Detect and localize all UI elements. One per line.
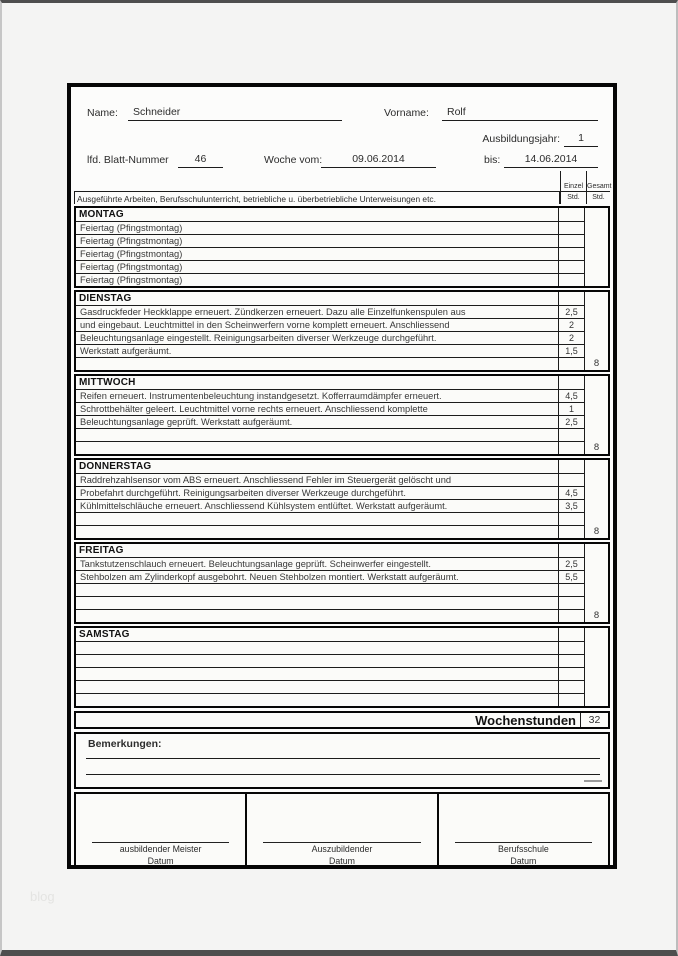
work-entry-row	[76, 305, 584, 318]
work-entry-hours: 3,5	[558, 500, 584, 512]
ausbildungsjahr-label: Ausbildungsjahr:	[482, 133, 560, 145]
day-header-row	[76, 292, 584, 305]
day-name: MITTWOCH	[79, 377, 136, 388]
einzel-std-label: Std.	[567, 194, 580, 201]
work-entry-text	[76, 597, 558, 609]
work-entry-row	[76, 654, 584, 667]
work-entry-row	[76, 402, 584, 415]
work-entry-text: Feiertag (Pfingstmontag)	[80, 249, 183, 259]
day-header-row	[76, 208, 584, 221]
work-entry-row	[76, 525, 584, 538]
day-header-row	[76, 376, 584, 389]
wochenstunden-row	[74, 711, 610, 729]
table-head-main	[74, 171, 560, 204]
wochenstunden-label: Wochenstunden	[475, 713, 576, 728]
day-rows	[76, 221, 584, 286]
work-entry-text: Gasdruckfeder Heckklappe erneuert. Zündkerzen erneuert. Dazu alle Einzelfunkenspulen aus	[80, 307, 466, 317]
day-main	[76, 460, 584, 538]
day-name: FREITAG	[79, 545, 124, 556]
day-name: SAMSTAG	[79, 629, 130, 640]
work-entry-row	[76, 693, 584, 706]
day-gesamt-cell	[584, 208, 608, 286]
gesamt-label: Gesamt	[587, 182, 610, 193]
signature-role-label: Auszubildender	[311, 844, 373, 854]
work-entry-text: Raddrehzahlsensor vom ABS erneuert. Anschliessend Fehler im Steuergerät gelöscht und	[80, 475, 452, 485]
work-entry-text	[76, 526, 558, 538]
work-entry-hours: 2	[558, 332, 584, 344]
day-header-einzel-cell	[558, 460, 584, 473]
form-header-fields	[74, 87, 610, 171]
day-rows	[76, 557, 584, 622]
work-entry-hours	[558, 681, 584, 693]
work-entry-text: Schrottbehälter geleert. Leuchtmittel vorne rechts erneuert. Anschliessend komplette	[80, 404, 428, 414]
day-block	[74, 206, 610, 288]
work-entry-hours	[558, 642, 584, 654]
work-entry-row	[76, 680, 584, 693]
work-entry-hours	[558, 474, 584, 486]
work-entry-text: Probefahrt durchgeführt. Reinigungsarbeiten diverser Werkzeuge durchgeführt.	[80, 488, 406, 498]
day-gesamt-cell	[584, 376, 608, 454]
work-entry-row	[76, 499, 584, 512]
work-entry-hours	[558, 526, 584, 538]
work-entry-hours	[558, 597, 584, 609]
work-entry-hours	[558, 668, 584, 680]
day-block	[74, 290, 610, 372]
day-header-einzel-cell	[558, 376, 584, 389]
work-entry-hours	[558, 694, 584, 706]
work-entry-text: Tankstutzenschlauch erneuert. Beleuchtungsanlage geprüft. Scheinwerfer eingestellt.	[80, 559, 431, 569]
gesamt-std-label: Std.	[592, 194, 605, 201]
work-entry-row	[76, 473, 584, 486]
day-gesamt-cell	[584, 628, 608, 706]
work-entry-row	[76, 318, 584, 331]
work-entry-hours	[558, 248, 584, 260]
work-entry-hours: 2	[558, 319, 584, 331]
work-entry-row	[76, 583, 584, 596]
day-main	[76, 628, 584, 706]
work-description-header: Ausgeführte Arbeiten, Berufsschulunterricht, betriebliche u. überbetriebliche Unterweisungen etc.	[74, 191, 560, 204]
work-entry-text	[76, 513, 558, 525]
day-rows	[76, 641, 584, 706]
day-main	[76, 376, 584, 454]
work-entry-row	[76, 441, 584, 454]
work-entry-text: Reifen erneuert. Instrumentenbeleuchtung instandgesetzt. Kofferraumdämpfer erneuert.	[80, 391, 442, 401]
name-value: Schneider	[128, 106, 342, 121]
work-entry-row	[76, 260, 584, 273]
name-row	[74, 106, 610, 122]
blatt-nummer-value: 46	[178, 153, 223, 168]
work-entry-row	[76, 415, 584, 428]
name-label: Name:	[87, 107, 118, 119]
work-entry-row	[76, 331, 584, 344]
signature-datum-label: Datum	[329, 856, 355, 866]
weekly-report-sheet	[67, 83, 617, 869]
work-entry-hours	[558, 261, 584, 273]
day-block	[74, 542, 610, 624]
gesamt-std-column-header	[586, 171, 610, 204]
work-entry-text	[76, 655, 558, 667]
work-entry-row	[76, 641, 584, 654]
day-header-row	[76, 628, 584, 641]
day-main	[76, 544, 584, 622]
day-block	[74, 374, 610, 456]
work-entry-text	[76, 429, 558, 441]
bemerkungen-line	[86, 758, 600, 759]
day-total: 8	[593, 526, 600, 537]
day-rows	[76, 473, 584, 538]
work-entry-hours	[558, 274, 584, 286]
signature-cell-berufsschule	[437, 794, 608, 866]
einzel-std-column-header	[560, 171, 586, 204]
work-entry-hours	[558, 358, 584, 370]
day-total: 8	[593, 610, 600, 621]
work-entry-text	[76, 584, 558, 596]
signature-role-label: ausbildender Meister	[119, 844, 202, 854]
work-entry-hours: 4,5	[558, 390, 584, 402]
day-name: MONTAG	[79, 209, 124, 220]
day-gesamt-cell	[584, 292, 608, 370]
work-entry-text	[76, 642, 558, 654]
work-entry-row	[76, 273, 584, 286]
work-entry-text: Feiertag (Pfingstmontag)	[80, 275, 183, 285]
bis-label: bis:	[484, 154, 501, 166]
work-entry-row	[76, 486, 584, 499]
work-entry-row	[76, 247, 584, 260]
day-blocks	[74, 206, 610, 708]
work-entry-text: Stehbolzen am Zylinderkopf ausgebohrt. Neuen Stehbolzen montiert. Werkstatt aufgeräumt.	[80, 572, 459, 582]
work-entry-text: Werkstatt aufgeräumt.	[80, 346, 172, 356]
work-entry-text: Feiertag (Pfingstmontag)	[80, 236, 183, 246]
work-entry-hours: 5,5	[558, 571, 584, 583]
bemerkungen-label: Bemerkungen:	[88, 738, 162, 750]
bemerkungen-line	[86, 774, 600, 775]
work-entry-text	[76, 668, 558, 680]
ausbildungsjahr-value: 1	[564, 132, 598, 147]
work-entry-row	[76, 512, 584, 525]
work-entry-hours	[558, 442, 584, 454]
work-entry-hours	[558, 235, 584, 247]
work-entry-row	[76, 557, 584, 570]
bis-value: 14.06.2014	[504, 153, 598, 168]
woche-vom-value: 09.06.2014	[321, 153, 436, 168]
work-entry-text: Beleuchtungsanlage eingestellt. Reinigungsarbeiten diverser Werkzeuge durchgeführt.	[80, 333, 437, 343]
work-entry-hours: 2,5	[558, 416, 584, 428]
work-entry-hours	[558, 513, 584, 525]
day-header-einzel-cell	[558, 208, 584, 221]
day-header-row	[76, 460, 584, 473]
bemerkungen-box	[74, 732, 610, 789]
day-total: 8	[593, 442, 600, 453]
work-entry-text: Beleuchtungsanlage geprüft. Werkstatt aufgeräumt.	[80, 417, 293, 427]
work-entry-hours: 1,5	[558, 345, 584, 357]
day-header-einzel-cell	[558, 628, 584, 641]
day-block	[74, 458, 610, 540]
work-entry-hours	[558, 429, 584, 441]
signature-role-label: Berufsschule	[497, 844, 549, 854]
day-rows	[76, 305, 584, 370]
work-entry-hours: 1	[558, 403, 584, 415]
blatt-nummer-label: lfd. Blatt-Nummer	[87, 154, 169, 166]
day-rows	[76, 389, 584, 454]
work-entry-text	[76, 610, 558, 622]
work-entry-row	[76, 609, 584, 622]
work-entry-row	[76, 221, 584, 234]
work-entry-row	[76, 234, 584, 247]
signature-line	[263, 842, 421, 843]
day-header-einzel-cell	[558, 292, 584, 305]
vorname-value: Rolf	[442, 106, 598, 121]
signature-datum-label: Datum	[147, 856, 174, 866]
signature-section	[74, 792, 610, 868]
day-block	[74, 626, 610, 708]
work-entry-row	[76, 570, 584, 583]
work-entry-row	[76, 389, 584, 402]
work-entry-text: und eingebaut. Leuchtmittel in den Scheinwerfern vorne komplett erneuert. Anschliessend	[80, 320, 450, 330]
work-entry-row	[76, 596, 584, 609]
work-entry-row	[76, 344, 584, 357]
day-header-row	[76, 544, 584, 557]
signature-datum-label: Datum	[510, 856, 537, 866]
day-name: DIENSTAG	[79, 293, 132, 304]
work-entry-text	[76, 442, 558, 454]
fine-print-mark	[584, 780, 602, 782]
work-entry-hours	[558, 584, 584, 596]
work-entry-hours	[558, 655, 584, 667]
day-main	[76, 292, 584, 370]
day-gesamt-cell	[584, 460, 608, 538]
day-total: 8	[593, 358, 600, 369]
work-entry-row	[76, 357, 584, 370]
einzel-label: Einzel	[561, 182, 586, 193]
signature-line	[455, 842, 592, 843]
work-entry-text	[76, 358, 558, 370]
woche-vom-label: Woche vom:	[264, 154, 323, 166]
work-entry-row	[76, 428, 584, 441]
table-head	[74, 171, 610, 204]
work-entry-hours: 2,5	[558, 558, 584, 570]
blatt-woche-row	[74, 153, 610, 169]
work-entry-row	[76, 667, 584, 680]
work-entry-text	[76, 681, 558, 693]
signature-cell-auszubildender	[245, 794, 437, 866]
work-entry-text: Feiertag (Pfingstmontag)	[80, 223, 183, 233]
work-entry-hours: 2,5	[558, 306, 584, 318]
page-watermark: blog	[30, 889, 55, 904]
work-entry-text: Kühlmittelschläuche erneuert. Anschliessend Kühlsystem entlüftet. Werkstatt aufgeräumt.	[80, 501, 448, 511]
day-name: DONNERSTAG	[79, 461, 152, 472]
day-gesamt-cell	[584, 544, 608, 622]
wochenstunden-value: 32	[580, 713, 608, 727]
work-entry-hours: 4,5	[558, 487, 584, 499]
ausbildungsjahr-row	[74, 132, 610, 148]
work-entry-hours	[558, 610, 584, 622]
signature-cell-meister	[76, 794, 245, 866]
vorname-label: Vorname:	[384, 107, 429, 119]
day-header-einzel-cell	[558, 544, 584, 557]
work-entry-text: Feiertag (Pfingstmontag)	[80, 262, 183, 272]
work-entry-hours	[558, 222, 584, 234]
signature-line	[92, 842, 229, 843]
day-main	[76, 208, 584, 286]
work-entry-text	[76, 694, 558, 706]
